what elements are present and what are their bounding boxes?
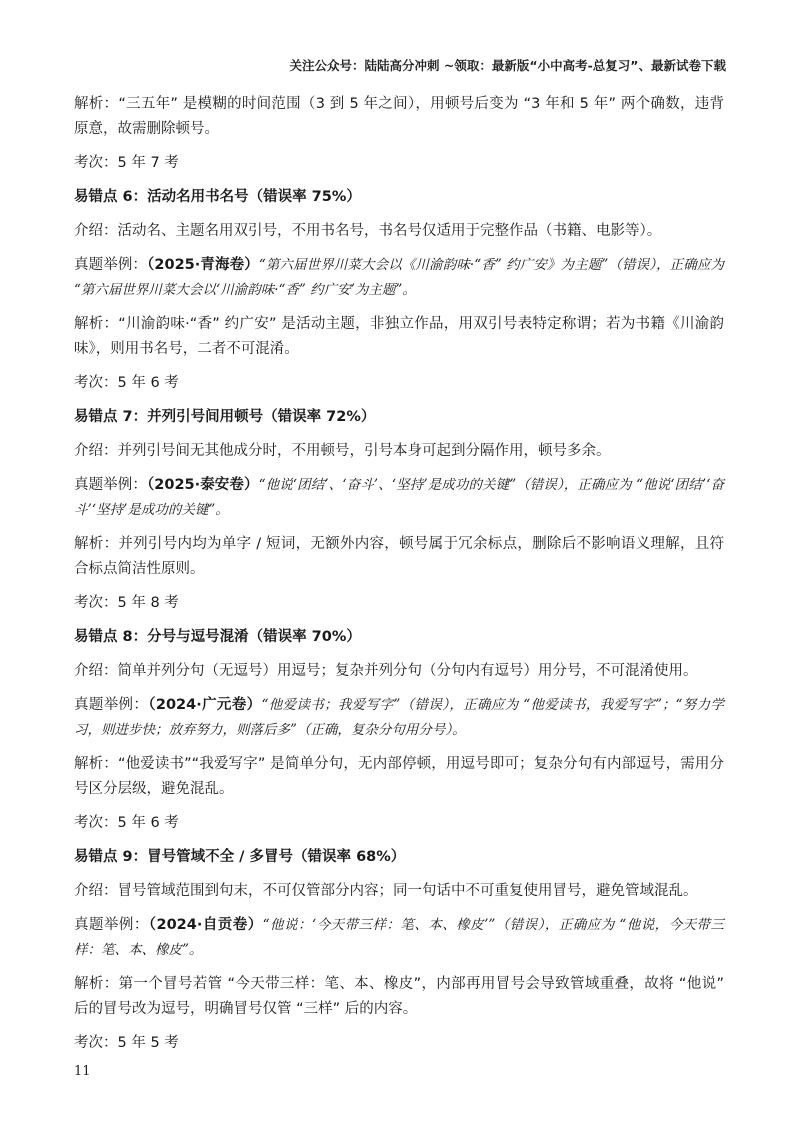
paragraph-label: 解析： (74, 96, 119, 112)
example-paragraph (74, 473, 724, 523)
paragraph-label: 解析： (74, 536, 119, 552)
paragraph-text: 考次：5 年 7 考 (74, 155, 179, 171)
example-paragraph (74, 913, 724, 963)
section-heading: 易错点 8：分号与逗号混淆（错误率 70%） (74, 629, 361, 645)
paragraph (74, 532, 724, 582)
paragraph-label: 解析： (74, 756, 118, 772)
paragraph-label: 解析： (74, 976, 119, 992)
paragraph-text: 并列引号间无其他成分时，不用顿号，引号本身可起到分隔作用，顿号多余。 (117, 443, 611, 459)
paragraph (74, 151, 724, 176)
section-heading: 易错点 7：并列引号间用顿号（错误率 72%） (74, 409, 376, 425)
paragraph (74, 752, 724, 802)
paragraph-text: 第一个冒号若管 “今天带三样：笔、本、橡皮”，内部再用冒号会导致管域重叠，故将 “他说” 后的冒号改为逗号，明确冒号仅管 “三样” 后的内容。 (74, 976, 725, 1017)
paragraph-text: “他爱读书”“我爱写字” 是简单分句，无内部停顿，用逗号即可；复杂分句有内部逗号，需用分号区分层级，避免混乱。 (74, 756, 725, 797)
paragraph (74, 879, 724, 904)
example-paragraph (74, 693, 724, 743)
paragraph-label: 介绍： (74, 663, 118, 679)
paragraph-label: 介绍： (74, 223, 118, 239)
exam-source: （2024·自贡卷） (148, 917, 263, 933)
section-heading: 易错点 9：冒号管域不全 / 多冒号（错误率 68%） (74, 849, 406, 865)
paragraph (74, 659, 724, 684)
paragraph-text: 简单并列分句（无逗号）用逗号；复杂并列分句（分句内有逗号）用分号，不可混淆使用。 (117, 663, 698, 679)
example-text: “第六届世界川菜大会以《川渝韵味·“香” 约广安》为主题”（错误），正确应为 “第六届世界川菜大会以‘川渝韵味·“香” 约广安’为主题”。 (74, 257, 724, 298)
paragraph (74, 439, 724, 464)
example-text: “他爱读书；我爱写字”（错误），正确应为 “他爱读书，我爱写字”；“努力学习，则进步快；放弃努力，则落后多”（正确，复杂分句用分号）。 (74, 697, 724, 738)
paragraph-text: 考次：5 年 6 考 (74, 375, 179, 391)
paragraph (74, 219, 724, 244)
paragraph-label: 真题举例： (74, 257, 148, 273)
paragraph-label: 介绍： (74, 443, 118, 459)
paragraph-label: 真题举例： (74, 477, 147, 493)
exam-source: （2025·青海卷） (147, 257, 259, 273)
document-body (74, 92, 724, 1065)
paragraph (74, 1031, 724, 1056)
exam-source: （2024·广元卷） (148, 697, 262, 713)
paragraph-label: 介绍： (74, 883, 118, 899)
example-text: “他说：‘今天带三样：笔、本、橡皮’”（错误），正确应为 “他说，今天带三样：笔、本、橡皮”。 (74, 917, 725, 958)
page-number: 11 (74, 1064, 91, 1079)
paragraph (74, 312, 724, 362)
paragraph (74, 92, 724, 142)
paragraph-text: “川渝韵味·“香” 约广安” 是活动主题，非独立作品，用双引号表特定称谓；若为书籍《川渝韵味》，则用书名号，二者不可混淆。 (74, 316, 725, 357)
paragraph-label: 真题举例： (74, 917, 149, 933)
paragraph-text: 考次：5 年 5 考 (74, 1035, 179, 1051)
paragraph-text: 冒号管域范围到句末，不可仅管部分内容；同一句话中不可重复使用冒号，避免管域混乱。 (117, 883, 698, 899)
exam-source: （2025·泰安卷） (146, 477, 259, 493)
paragraph (74, 811, 724, 836)
paragraph-text: “三五年” 是模糊的时间范围（3 到 5 年之间），用顿号后变为 “3 年和 5 年” 两个确数，违背原意，故需删除顿号。 (74, 96, 725, 137)
paragraph-text: 考次：5 年 6 考 (74, 815, 179, 831)
paragraph-label: 解析： (74, 316, 119, 332)
paragraph (74, 591, 724, 616)
paragraph-text: 并列引号内均为单字 / 短词，无额外内容，顿号属于冗余标点，删除后不影响语义理解，且符合标点简洁性原则。 (74, 536, 725, 577)
paragraph (74, 371, 724, 396)
page-header: 关注公众号：陆陆高分冲刺 ~领取：最新版“小中高考-总复习”、最新试卷下载 (289, 58, 726, 73)
paragraph-text: 活动名、主题名用双引号，不用书名号，书名号仅适用于完整作品（书籍、电影等）。 (117, 223, 662, 239)
paragraph-label: 真题举例： (74, 697, 149, 713)
example-paragraph (74, 253, 724, 303)
paragraph (74, 972, 724, 1022)
example-text: “他说‘团结’、‘奋斗’、‘坚持’是成功的关键”（错误），正确应为 “他说‘团结’‘奋斗’‘坚持’是成功的关键”。 (74, 477, 724, 518)
section-heading: 易错点 6：活动名用书名号（错误率 75%） (74, 189, 361, 205)
paragraph-text: 考次：5 年 8 考 (74, 595, 179, 611)
